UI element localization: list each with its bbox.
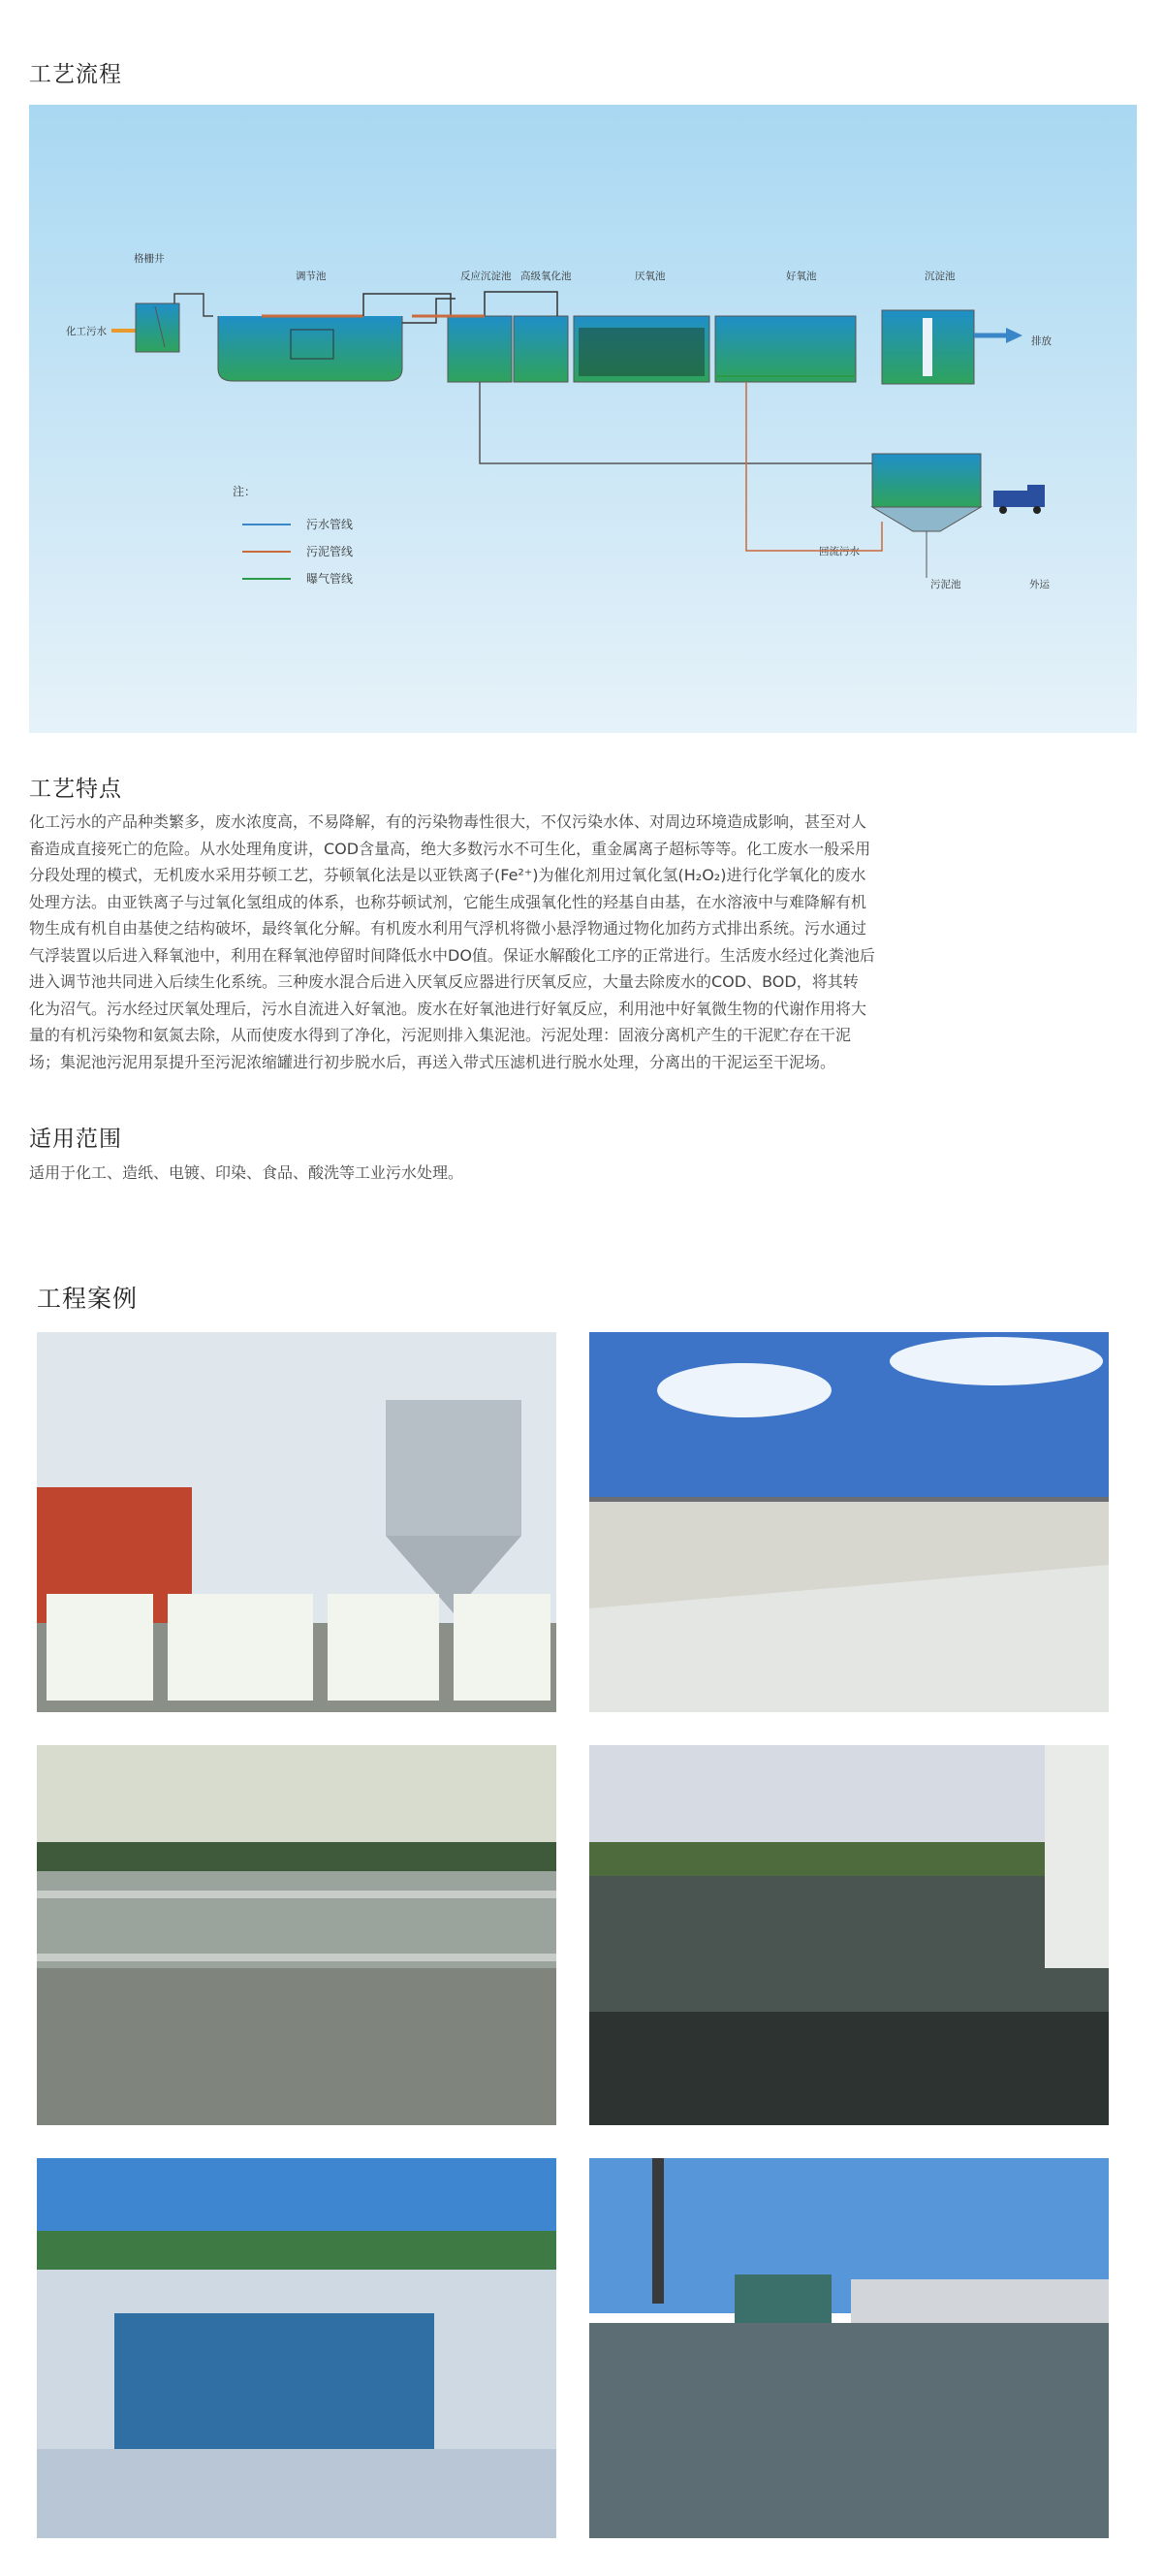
features-line: 化工污水的产品种类繁多，废水浓度高，不易降解，有的污染物毒性很大，不仅污染水体、对周边环境造成影响，甚至对人 xyxy=(29,812,867,831)
reaction-settling-tank xyxy=(448,316,512,382)
features-paragraph xyxy=(29,809,1018,1075)
case-photo-5 xyxy=(37,2158,556,2538)
case-photo-4 xyxy=(589,1745,1109,2125)
sludge-tank-label: 污泥池 xyxy=(930,579,961,590)
aerobic-label: 好氧池 xyxy=(786,270,817,282)
legend-label-sewage: 污水管线 xyxy=(306,518,354,531)
process-heading: 工艺流程 xyxy=(29,62,122,87)
return-sewage-label: 回流污水 xyxy=(819,546,860,557)
features-heading: 工艺特点 xyxy=(29,777,122,802)
case-photo-2 xyxy=(589,1332,1109,1712)
cases-heading: 工程案例 xyxy=(37,1285,139,1313)
sedimentation-label: 沉淀池 xyxy=(925,270,956,282)
legend-label-sludge: 污泥管线 xyxy=(306,545,354,558)
features-line: 进入调节池共同进入后续生化系统。三种废水混合后进入厌氧反应器进行厌氧反应，大量去除废水的COD、BOD，将其转 xyxy=(29,972,859,991)
inlet-label: 化工污水 xyxy=(66,326,107,337)
features-line: 气浮装置以后进入释氧池中，利用在释氧池停留时间降低水中DO值。保证水解酸化工序的正常进行。生活废水经过化粪池后 xyxy=(29,945,875,965)
legend-note: 注： xyxy=(233,485,257,498)
case-photo-6 xyxy=(589,2158,1109,2538)
case-photo-1 xyxy=(37,1332,556,1712)
outward-label: 外运 xyxy=(1029,579,1050,590)
grid-well-label: 格栅井 xyxy=(134,253,165,265)
equalization-tank xyxy=(218,316,402,381)
features-line: 物生成有机自由基使之结构破坏，最终氧化分解。有机废水利用气浮机将微小悬浮物通过物化加药方式排出系统。污水通过 xyxy=(29,919,867,938)
aerobic-tank xyxy=(715,316,856,382)
equalization-label: 调节池 xyxy=(296,270,327,282)
grid-well-tank xyxy=(136,303,179,352)
anaerobic-label: 厌氧池 xyxy=(635,270,666,282)
features-line: 畜造成直接死亡的危险。从水处理角度讲，COD含量高，绝大多数污水不可生化，重金属离子超标等等。化工废水一般采用 xyxy=(29,839,871,858)
advanced-oxidation-tank xyxy=(514,316,568,382)
features-line: 场；集泥池污泥用泵提升至污泥浓缩罐进行初步脱水后，再送入带式压滤机进行脱水处理，分离出的干泥运至干泥场。 xyxy=(29,1052,836,1071)
clarifier-tank xyxy=(872,454,981,507)
discharge-label: 排放 xyxy=(1031,335,1052,347)
case-photo-3 xyxy=(37,1745,556,2125)
scope-heading: 适用范围 xyxy=(29,1127,122,1152)
scope-text: 适用于化工、造纸、电镀、印染、食品、酸洗等工业污水处理。 xyxy=(29,1163,464,1182)
features-line: 分段处理的模式，无机废水采用芬顿工艺，芬顿氧化法是以亚铁离子(Fe²⁺)为催化剂用过氧化氢(H₂O₂)进行化学氧化的废水 xyxy=(29,866,866,884)
features-line: 量的有机污染物和氨氮去除，从而使废水得到了净化，污泥则排入集泥池。污泥处理：固液分离机产生的干泥贮存在干泥 xyxy=(29,1026,852,1044)
features-line: 处理方法。由亚铁离子与过氧化氢组成的体系，也称芬顿试剂，它能生成强氧化性的羟基自由基，在水溶液中与难降解有机 xyxy=(29,892,867,911)
features-line: 化为沼气。污水经过厌氧处理后，污水自流进入好氧池。废水在好氧池进行好氧反应，利用池中好氧微生物的代谢作用将大 xyxy=(29,999,867,1018)
diagram-background xyxy=(29,105,1137,733)
legend-label-aeration: 曝气管线 xyxy=(306,572,354,586)
advanced-oxidation-label: 高级氧化池 xyxy=(520,270,572,282)
process-flow-diagram xyxy=(29,105,1137,733)
reaction-settling-label: 反应沉淀池 xyxy=(460,270,512,282)
